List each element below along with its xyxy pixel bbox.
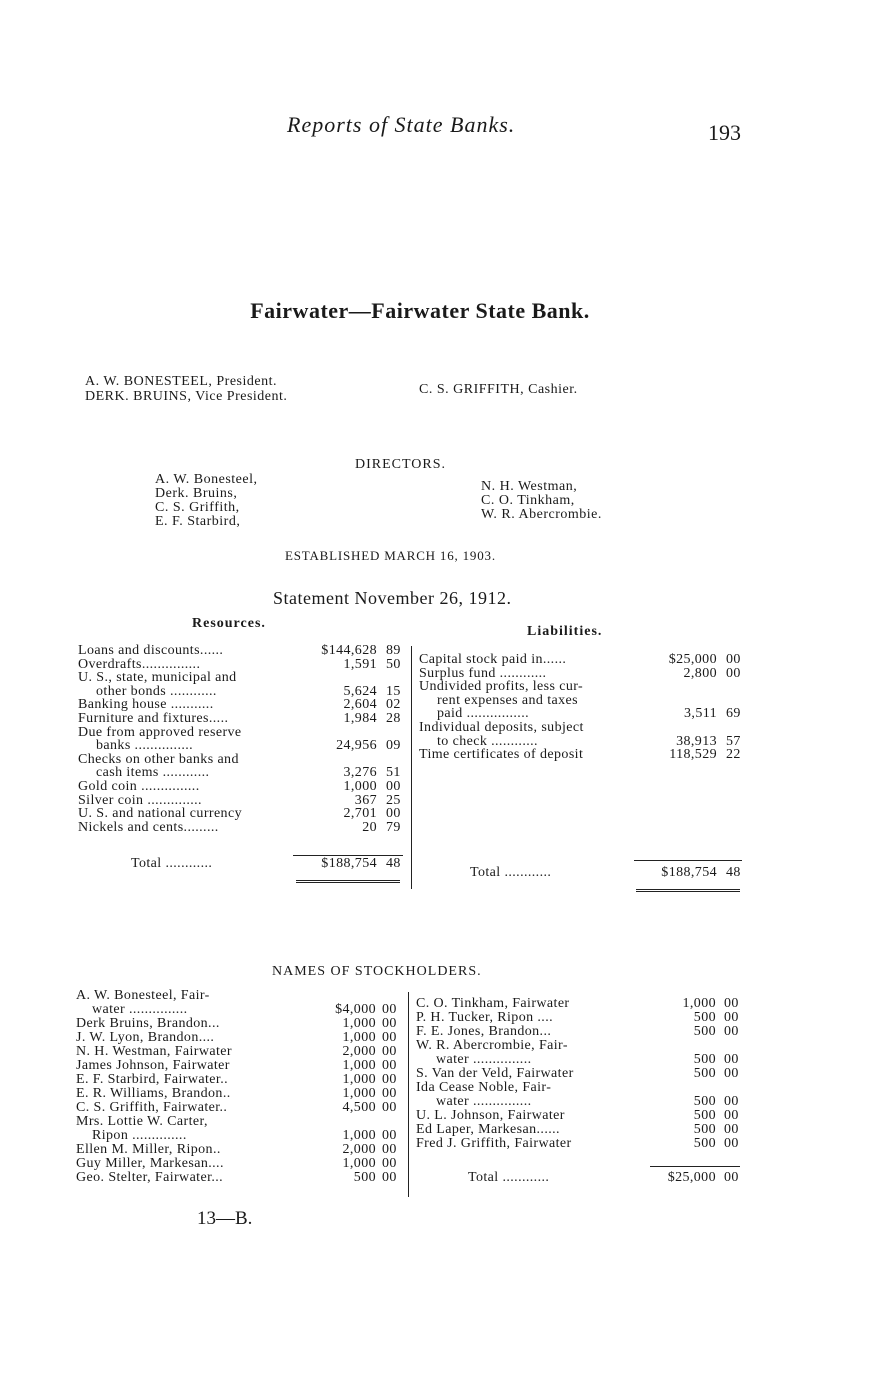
column-divider [411,646,412,889]
stockholder-row-amount: 500 [693,1024,716,1039]
liability-row-label: Individual deposits, subject [419,720,584,735]
stockholder-row-amount: 1,000 [342,1128,376,1143]
stockholder-row-cents: 00 [724,1052,739,1067]
stockholder-row-label: W. R. Abercrombie, Fair- [416,1038,568,1053]
stockholder-row-label: water ............... [92,1002,188,1017]
stockholder-row-label: James Johnson, Fairwater [76,1058,230,1073]
resource-row-cents: 15 [386,683,401,699]
stockholder-row-cents: 00 [724,1066,739,1081]
liability-row-amount: 3,511 [684,706,717,722]
resource-row-label: Due from approved reserve [78,724,242,740]
liability-row-cents: 69 [726,706,741,722]
officer-cashier: C. S. GRIFFITH, Cashier. [419,382,578,397]
stockholder-row-label: Ellen M. Miller, Ripon.. [76,1142,221,1157]
stockholder-row-amount: 1,000 [342,1030,376,1045]
stockholder-row-label: Ed Laper, Markesan...... [416,1122,560,1137]
total-label: Total ............ [468,1170,550,1185]
resource-row-label: U. S. and national currency [78,806,242,822]
stockholder-row-amount: 1,000 [342,1156,376,1171]
resource-row-cents: 25 [386,792,401,808]
director-name: C. O. Tinkham, [481,493,575,508]
resource-row-cents: 00 [386,779,401,794]
stockholder-row-label: Derk Bruins, Brandon... [76,1016,220,1031]
resource-row-amount: 3,276 [343,765,377,781]
stockholder-row-amount: 500 [693,1066,716,1081]
stockholder-row-label: U. L. Johnson, Fairwater [416,1108,565,1123]
stockholder-row-label: A. W. Bonesteel, Fair- [76,988,210,1003]
officers-left [85,374,287,404]
liability-row-cents: 57 [726,733,741,749]
stockholder-row-label: Mrs. Lottie W. Carter, [76,1114,208,1129]
stockholder-row-label: water ............... [436,1052,532,1067]
stockholder-row-cents: 00 [382,1044,397,1059]
stockholder-row-amount: 500 [693,1108,716,1123]
resource-row-cents: 50 [386,656,401,672]
stockholder-row-cents: 00 [382,1170,397,1185]
stockholder-row-amount: 500 [693,1010,716,1025]
liability-row-cents: 00 [726,652,741,667]
resource-row-amount: 20 [362,819,377,835]
resource-row-amount: 1,984 [343,711,377,726]
resource-row-label: Furniture and fixtures..... [78,711,229,726]
resource-row-label: banks ............... [96,738,194,754]
stockholder-row-amount: 1,000 [342,1072,376,1087]
total-amount: $188,754 [661,865,717,880]
liabilities-total-rule [634,860,742,861]
directors-left-list [155,473,258,529]
stockholder-row-cents: 00 [382,1156,397,1171]
stockholder-row-amount: 4,500 [342,1100,376,1115]
stockholder-row-label: Ida Cease Noble, Fair- [416,1080,552,1095]
liability-row-amount: 118,529 [669,747,717,763]
resources-heading: Resources. [192,616,266,631]
total-cents: 48 [386,856,401,871]
liability-row-cents: 00 [726,665,741,681]
stockholder-row-amount: 500 [693,1122,716,1137]
stockholder-row-label: Ripon .............. [92,1128,187,1143]
liability-row-amount: 2,800 [683,665,717,681]
stockholder-row-label: Fred J. Griffith, Fairwater [416,1136,572,1151]
stockholders-column-divider [408,992,409,1197]
resource-row-cents: 00 [386,806,401,822]
stockholders-total-rule [650,1166,740,1167]
resources-total-double-rule [296,880,400,883]
stockholder-row-label: C. O. Tinkham, Fairwater [416,996,570,1011]
stockholder-row-amount: $4,000 [335,1002,376,1017]
resource-row-amount: $144,628 [321,643,377,658]
stockholder-row-amount: 500 [693,1094,716,1109]
total-cents: 00 [724,1170,739,1185]
total-cents: 48 [726,865,741,880]
resource-row-amount: 367 [354,792,377,808]
stockholder-row-label: C. S. Griffith, Fairwater.. [76,1100,228,1115]
stockholder-row-label: water ............... [436,1094,532,1109]
stockholder-row-cents: 00 [724,996,739,1011]
resource-row-cents: 51 [386,765,401,781]
liability-row-label: paid ................ [437,706,530,722]
officer-vice-president: DERK. BRUINS, Vice President. [85,389,288,404]
resource-row-amount: 1,000 [343,779,377,794]
stockholder-row-cents: 00 [724,1010,739,1025]
stockholder-row-amount: 1,000 [342,1086,376,1101]
liabilities-heading: Liabilities. [527,624,603,639]
liability-row-label: Surplus fund ............ [419,665,547,681]
stockholder-row-cents: 00 [382,1030,397,1045]
director-name: E. F. Starbird, [155,514,241,529]
stockholder-row-cents: 00 [724,1094,739,1109]
stockholder-row-label: J. W. Lyon, Brandon.... [76,1030,215,1045]
director-name: C. S. Griffith, [155,500,240,515]
stockholder-row-label: Geo. Stelter, Fairwater... [76,1170,224,1185]
running-title: Reports of State Banks. [287,112,516,137]
director-name: Derk. Bruins, [155,486,238,501]
liability-row-label: Capital stock paid in...... [419,652,567,667]
stockholder-row-amount: 1,000 [682,996,716,1011]
stockholder-row-cents: 00 [382,1002,397,1017]
resource-row-cents: 79 [386,819,401,835]
stockholder-row-label: P. H. Tucker, Ripon .... [416,1010,554,1025]
resource-row-cents: 89 [386,643,401,658]
director-name: A. W. Bonesteel, [155,472,258,487]
stockholder-row-amount: 500 [353,1170,376,1185]
signature-mark: 13—B. [197,1208,253,1229]
director-name: W. R. Abercrombie. [481,507,602,522]
resource-row-label: U. S., state, municipal and [78,670,237,686]
liability-row-cents: 22 [726,747,741,763]
resource-row-amount: 24,956 [336,738,377,754]
stockholder-row-cents: 00 [382,1128,397,1143]
stockholder-row-cents: 00 [724,1136,739,1151]
resource-row-cents: 28 [386,711,401,726]
stockholder-row-cents: 00 [724,1122,739,1137]
stockholder-row-label: E. F. Starbird, Fairwater.. [76,1072,228,1087]
stockholder-row-cents: 00 [382,1100,397,1115]
resource-row-amount: 1,591 [343,656,377,672]
stockholder-row-cents: 00 [382,1016,397,1031]
stockholder-row-cents: 00 [382,1086,397,1101]
stockholder-row-cents: 00 [724,1108,739,1123]
liability-row-label: Undivided profits, less cur- [419,679,584,695]
stockholder-row-amount: 500 [693,1136,716,1151]
stockholder-row-label: E. R. Williams, Brandon.. [76,1086,231,1101]
stockholder-row-cents: 00 [382,1058,397,1073]
stockholders-heading: NAMES OF STOCKHOLDERS. [272,964,482,979]
resource-row-amount: 2,604 [343,697,377,713]
stockholder-row-label: N. H. Westman, Fairwater [76,1044,232,1059]
stockholder-row-cents: 00 [382,1072,397,1087]
resource-row-label: Loans and discounts...... [78,643,224,658]
total-label: Total ............ [131,856,213,871]
total-amount: $25,000 [667,1170,716,1185]
resource-row-label: Gold coin ............... [78,779,200,794]
stockholder-row-amount: 1,000 [342,1058,376,1073]
stockholder-row-amount: 500 [693,1052,716,1067]
established-date: ESTABLISHED MARCH 16, 1903. [285,548,496,563]
liability-row-label: to check ............ [437,733,538,749]
resource-row-label: cash items ............ [96,765,210,781]
resource-row-amount: 5,624 [343,683,377,699]
resource-row-cents: 02 [386,697,401,713]
stockholder-row-label: F. E. Jones, Brandon... [416,1024,552,1039]
stockholder-row-label: S. Van der Veld, Fairwater [416,1066,574,1081]
director-name: N. H. Westman, [481,479,578,494]
statement-title: Statement November 26, 1912. [273,588,512,608]
bank-title: Fairwater—Fairwater State Bank. [250,298,590,323]
total-amount: $188,754 [321,856,377,871]
resource-row-amount: 2,701 [343,806,377,822]
officer-president: A. W. BONESTEEL, President. [85,374,277,389]
stockholder-row-label: Guy Miller, Markesan.... [76,1156,224,1171]
resource-row-cents: 09 [386,738,401,754]
liability-row-amount: 38,913 [676,733,717,749]
page-number: 193 [708,120,741,145]
stockholder-row-amount: 2,000 [342,1044,376,1059]
directors-right-list [481,480,602,522]
liability-row-amount: $25,000 [668,652,717,667]
resource-row-label: other bonds ............ [96,683,217,699]
liabilities-total-double-rule [636,889,740,892]
total-label: Total ............ [470,865,552,880]
liability-row-label: Time certificates of deposit [419,747,584,763]
resource-row-label: Nickels and cents......... [78,819,219,835]
stockholder-row-amount: 2,000 [342,1142,376,1157]
resource-row-label: Banking house ........... [78,697,214,713]
liability-row-label: rent expenses and taxes [437,692,578,708]
stockholder-row-cents: 00 [382,1142,397,1157]
stockholder-row-amount: 1,000 [342,1016,376,1031]
resource-row-label: Overdrafts............... [78,656,201,672]
stockholder-row-cents: 00 [724,1024,739,1039]
directors-heading: DIRECTORS. [355,457,447,472]
resource-row-label: Silver coin .............. [78,792,202,808]
resource-row-label: Checks on other banks and [78,751,239,767]
